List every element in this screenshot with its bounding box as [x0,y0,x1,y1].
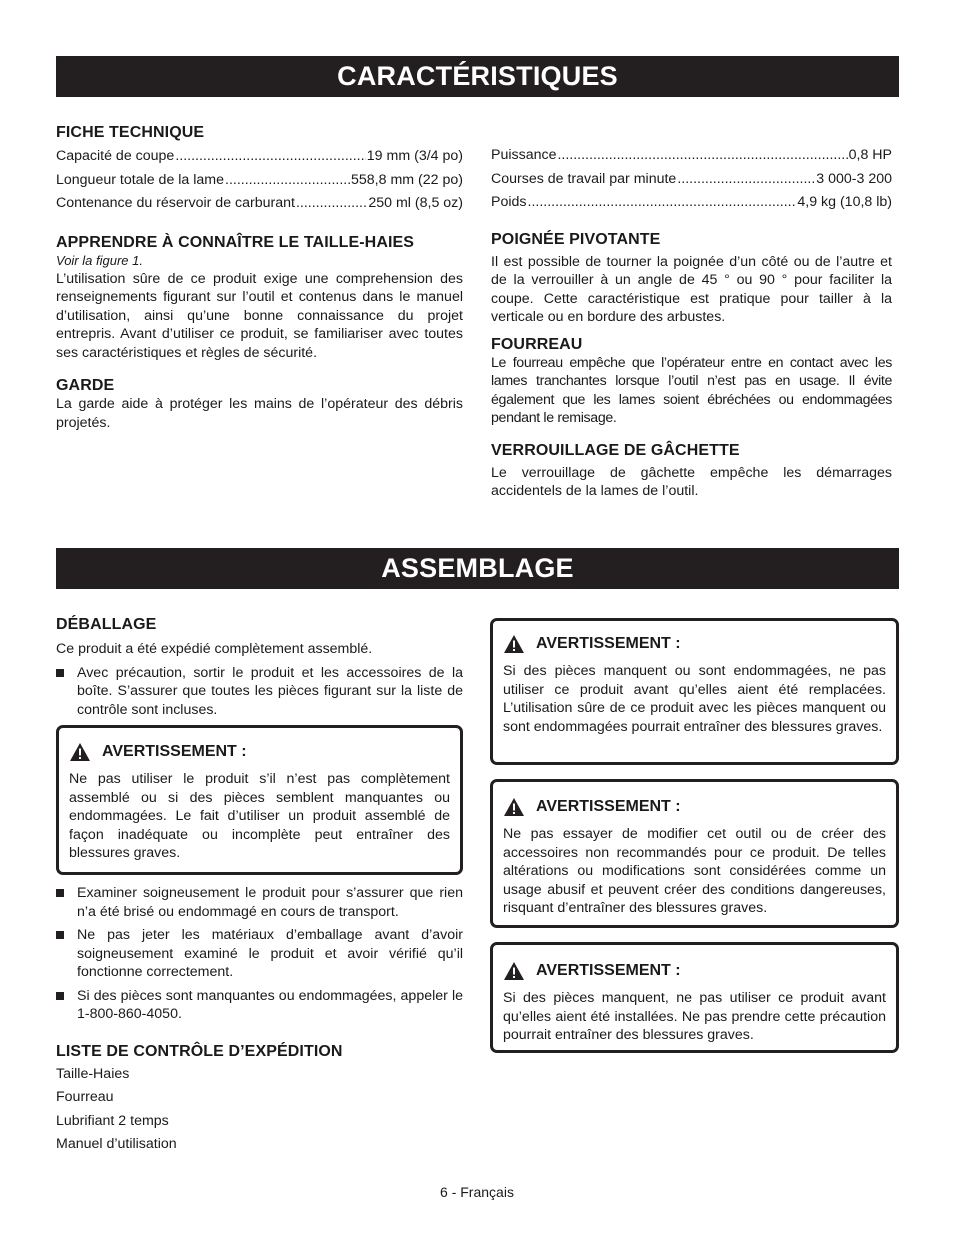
verrouillage-heading: VERROUILLAGE DE GÂCHETTE [491,441,740,459]
garde-text: La garde aide à protéger les mains de l’opérateur des débris projetés. [56,396,463,431]
caracteristiques-banner: CARACTÉRISTIQUES [56,56,899,97]
spec-value: 3 000-3 200 [816,170,892,187]
caracteristiques-right-column [491,147,892,501]
list-item: Ne pas jeter les matériaux d’emballage avant d’avoir soigneusement examiné le produit et avoir vérifié qu’il fonctionne correctement. [56,926,463,982]
list-item: Taille-Haies [56,1065,130,1082]
deballage-heading: DÉBALLAGE [56,616,157,633]
spec-row [491,147,892,171]
warning-title: AVERTISSEMENT : [536,798,681,815]
warning-text: Si des pièces manquent, ne pas utiliser ce produit avant qu’elles aient été installées. Ne pas prendre cette précaution pourrait entraîner des blessures graves. [503,990,886,1043]
spec-label: Puissance [491,147,557,163]
warning-text: Ne pas utiliser le produit s’il n’est pas complètement assemblé ou si des pièces semblent manquantes ou endommagées. Le fait d’utiliser un produit assemblé de façon inadéquate ou incomplète peut entraîner des blessures graves. [69,771,450,861]
spec-value: 19 mm (3/4 po) [366,148,463,164]
list-item: Si des pièces sont manquantes ou endommagées, appeler le 1-800-860-4050. [56,987,463,1024]
warning-title: AVERTISSEMENT : [536,962,681,979]
shipping-list [56,1063,463,1157]
warning-triangle-icon [503,797,525,817]
warning-header [503,959,886,983]
assemblage-banner: ASSEMBLAGE [56,548,899,589]
warning-text: Ne pas essayer de modifier cet outil ou de créer des accessoires non recommandés pour ce produit. De telles altérations ou modifications sont considérées comme un usage abusif et peuvent créer des conditions dangereuses, risquant d’entraîner des blessures graves. [503,826,886,916]
fourreau-text: Le fourreau empêche que l’opérateur entre en contact avec les lames tranchantes lorsque l’outil n’est pas en usage. Il évite également que les lames soient ébréchées ou endommagées pendant le remisage. [491,354,892,426]
list-item: Examiner soigneusement le produit pour s’assurer que rien n’a été brisé ou endommagé en cours de transport. [56,884,463,921]
spec-row [491,171,892,195]
spec-row [56,172,463,196]
list-item: Manuel d’utilisation [56,1136,177,1152]
caracteristiques-left-column [56,124,463,432]
left-spec-list [56,148,463,219]
page-footer: 6 - Français [440,1184,514,1200]
list-item: Avec précaution, sortir le produit et les accessoires de la boîte. S’assurer que toutes les pièces figurant sur la liste de contrôle sont incluses. [56,664,463,720]
spec-value: 0,8 HP [848,147,892,163]
warning-title: AVERTISSEMENT : [536,635,681,652]
apprendre-text: L’utilisation sûre de ce produit exige une comprehension des renseignements figurant sur l’outil et contenus dans le manuel d’utilisation, ainsi qu’une bonne connaissance du projet entrepris. Avant d’utiliser ce produit, se familiariser avec toutes ses caractéristiques et règles de sécurité. [56,270,463,361]
warning-triangle-icon [503,961,525,981]
spec-value: 250 ml (8,5 oz) [368,195,463,211]
spec-value: 4,9 kg (10,8 lb) [797,194,892,210]
spec-row [56,195,463,219]
warning-header [503,795,886,819]
warning-box [490,779,899,928]
warning-text: Si des pièces manquent ou sont endommagées, ne pas utiliser ce produit avant qu’elles aient été remplacées. L’utilisation sûre de ce produit avec les pièces manquent ou sont endommagées pourrait entraîner des blessures graves. [503,663,886,735]
warning-box [490,942,899,1053]
assemblage-left-column [56,616,463,719]
warning-box [490,618,899,765]
poignee-text: Il est possible de tourner la poignée d’un côté ou de l’autre et de la verrouiller à un angle de 45 ° ou 90 ° pour faciliter la coupe. Cette caractéristique est pratique pour tailler à la verticale ou en bordure des arbustes. [491,253,892,325]
right-spec-list [491,147,892,218]
spec-label: Capacité de coupe [56,148,175,164]
deballage-bullets [56,884,463,1157]
apprendre-heading: APPRENDRE À CONNAÎTRE LE TAILLE-HAIES [56,233,415,251]
spec-value: 558,8 mm (22 po) [351,171,463,188]
liste-heading: LISTE DE CONTRÔLE D’EXPÉDITION [56,1042,343,1060]
warning-title: AVERTISSEMENT : [102,743,247,760]
spec-label: Longueur totale de la lame [56,171,225,188]
warning-header [69,740,450,764]
verrouillage-text: Le verrouillage de gâchette empêche les démarrages accidentels de la lames de l’outil. [491,464,892,499]
spec-label: Courses de travail par minute [491,170,677,187]
warning-triangle-icon [503,634,525,654]
figure-reference: Voir la figure 1. [56,252,143,268]
deballage-intro: Ce produit a été expédié complètement assemblé. [56,641,373,657]
garde-heading: GARDE [56,377,115,394]
warning-triangle-icon [69,742,91,762]
list-item: Lubrifiant 2 temps [56,1112,169,1129]
warning-header [503,632,886,656]
spec-row [56,148,463,172]
spec-label: Poids [491,194,527,210]
spec-row [491,194,892,218]
fourreau-heading: FOURREAU [491,335,583,353]
poignee-heading: POIGNÉE PIVOTANTE [491,230,661,248]
list-item: Fourreau [56,1089,114,1105]
fiche-technique-heading: FICHE TECHNIQUE [56,124,205,141]
warning-box [56,725,463,875]
spec-label: Contenance du réservoir de carburant [56,195,295,211]
